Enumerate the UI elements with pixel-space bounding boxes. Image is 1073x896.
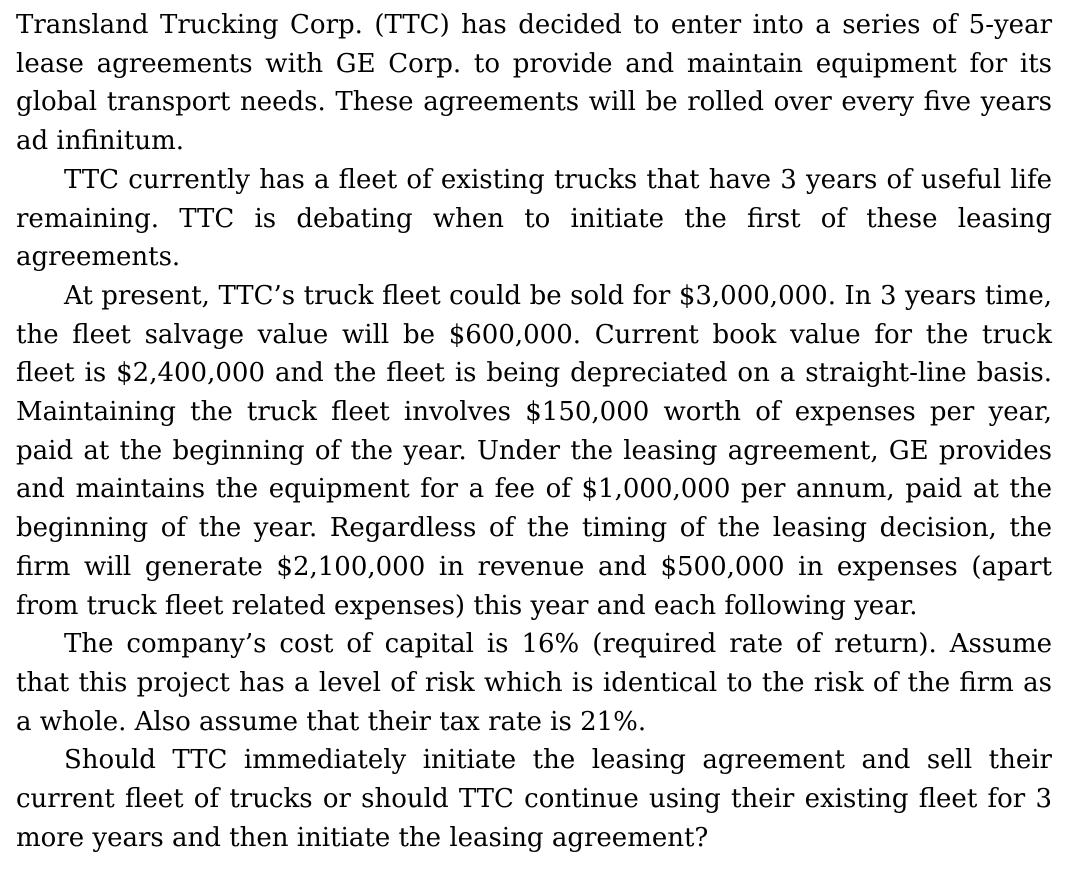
document-body bbox=[16, 6, 1052, 857]
paragraph-intro: Transland Trucking Corp. (TTC) has decided to enter into a series of 5-year lease agreements with GE Corp. to provide and maintain equipment for its global transport needs. These agreements will be rolled over every five years ad infinitum. bbox=[16, 10, 1052, 157]
paragraph-cost-of-capital: The company’s cost of capital is 16% (required rate of return). Assume that this project has a level of risk which is identical to the risk of the firm as a whole. Also assume that their tax rate is 21%. bbox=[16, 629, 1052, 737]
paragraph-financial-details: At present, TTC’s truck fleet could be sold for $3,000,000. In 3 years time, the fleet salvage value will be $600,000. Current book value for the truck fleet is $2,400,000 and the fleet is being depreciated on a straight-line basis. Maintaining the truck fleet involves $150,000 worth of expenses per year, paid at the beginning of the year. Under the leasing agreement, GE provides and maintains the equipment for a fee of $1,000,000 per annum, paid at the beginning of the year. Regardless of the timing of the leasing decision, the firm will generate $2,100,000 in revenue and $500,000 in expenses (apart from truck fleet related expenses) this year and each following year. bbox=[16, 280, 1052, 621]
paragraph-question: Should TTC immediately initiate the leasing agreement and sell their current fleet of trucks or should TTC continue using their existing fleet for 3 more years and then initiate the leasing agreement? bbox=[16, 745, 1052, 853]
paragraph-fleet-remaining-life: TTC currently has a fleet of existing trucks that have 3 years of useful life remaining. TTC is debating when to initiate the first of these leasing agreements. bbox=[16, 164, 1052, 273]
